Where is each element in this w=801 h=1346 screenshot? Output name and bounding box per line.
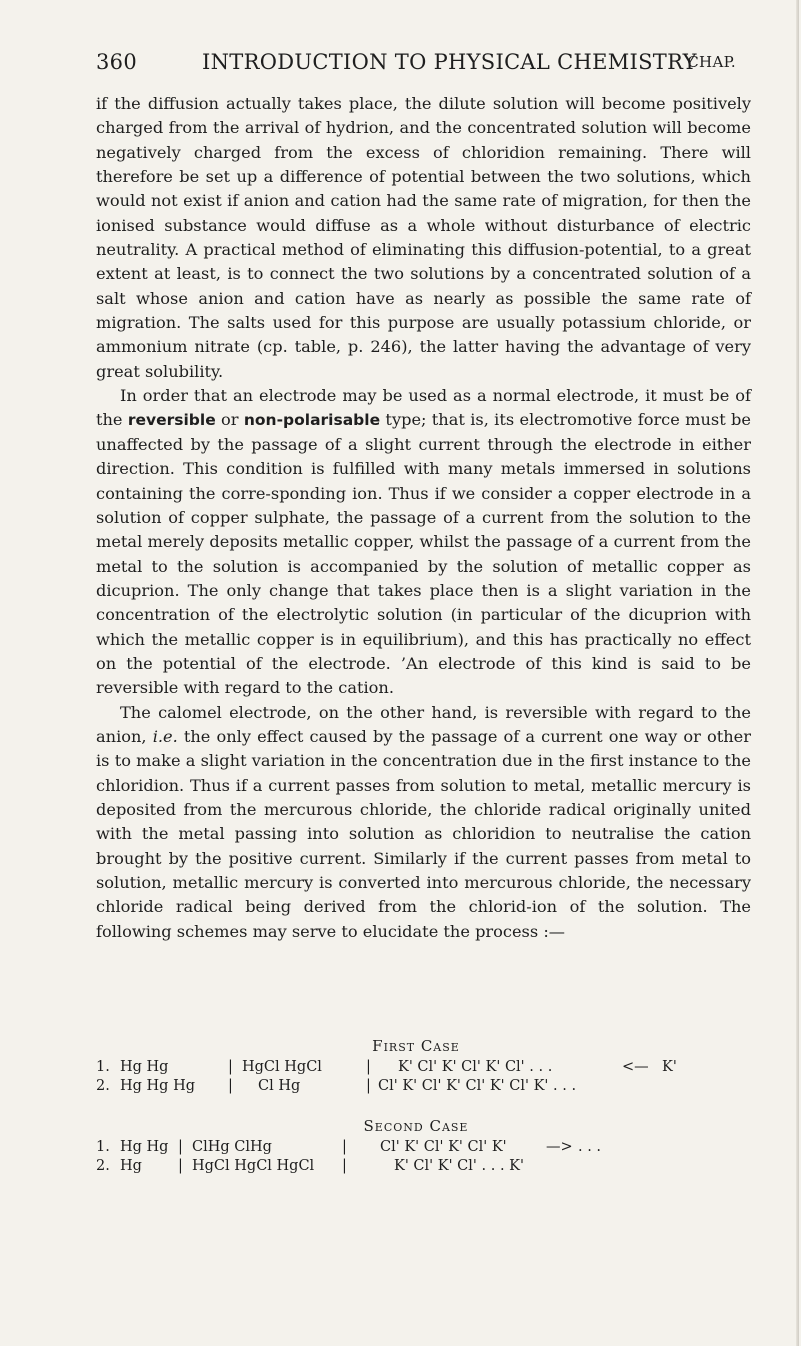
incoming-ion: K' — [662, 1059, 677, 1075]
running-title: INTRODUCTION TO PHYSICAL CHEMISTRY — [202, 50, 697, 74]
paragraph-3-text-a: The calomel electrode, on the other hand, is reversible with regard to the anion, — [96, 702, 751, 746]
scheme-row — [96, 1059, 756, 1077]
paragraph-3 — [96, 701, 751, 944]
direction-arrow: —> — [546, 1139, 573, 1155]
scheme-row — [96, 1078, 756, 1096]
body-text — [96, 92, 751, 944]
abbrev-ie: i.e. — [152, 726, 178, 746]
page-edge — [796, 0, 799, 1346]
separator: | — [342, 1158, 347, 1174]
paragraph-3-text-b: the only effect caused by the passage of a current one way or other is to make a slight variation in the concentration due in the first instance to the chloridion. Thus if a current passes from solution to metal, metallic mercury is deposited from the mercurous chloride, the chloride radical originally united with the metal passing into solution as chloridion to neutralise the cation brought by the positive current. Similarly if the current passes from metal to solution, metallic mercury is converted into mercurous chloride, the necessary chloride radical being derived from the chlorid-ion of the solution. The following schemes may serve to elucidate the process :— — [96, 726, 751, 941]
chapter-abbrev: CHAP. — [687, 53, 736, 71]
ion-sequence: K' Cl' K' Cl' K' Cl' . . . — [398, 1059, 553, 1075]
term-reversible: reversible — [127, 411, 216, 430]
ion-sequence: Cl' K' Cl' K' Cl' K' — [380, 1139, 507, 1155]
paragraph-2-or: or — [215, 410, 244, 430]
metal-side: Hg Hg Hg — [120, 1078, 195, 1094]
direction-arrow: <— — [622, 1059, 649, 1075]
separator: | — [178, 1139, 183, 1155]
metal-side: Hg — [120, 1158, 142, 1174]
separator: | — [366, 1059, 371, 1075]
row-number: 2. — [96, 1158, 110, 1174]
separator: | — [178, 1158, 183, 1174]
scheme-heading: Second Case — [363, 1117, 469, 1135]
separator: | — [228, 1059, 233, 1075]
paragraph-2 — [96, 384, 751, 700]
running-header — [96, 50, 736, 80]
salt-layer: HgCl HgCl HgCl — [192, 1158, 315, 1174]
salt-layer: HgCl HgCl — [242, 1059, 322, 1075]
row-number: 1. — [96, 1059, 110, 1075]
ion-sequence: K' Cl' K' Cl' . . . K' — [394, 1158, 524, 1174]
scheme-row — [96, 1139, 756, 1157]
paragraph-1: if the diffusion actually takes place, the dilute solution will become positively charged from the arrival of hydrion, and the concentrated solution will become negatively charged from the excess of chloridion remaining. There will therefore be set up a difference of potential between the two solutions, which would not exist if anion and cation had the same rate of migration, for then the ionised substance would diffuse as a whole without disturbance of electric neutrality. A practical method of eliminating this diffusion-potential, to a great extent at least, is to connect the two solutions by a concentrated solution of a salt whose anion and cation have as nearly as possible the same rate of migration. The salts used for this purpose are usually potassium chloride, or ammonium nitrate (cp. table, p. 246), the latter having the advantage of very great solubility. — [96, 94, 751, 381]
ion-sequence: Cl' K' Cl' K' Cl' K' Cl' K' . . . — [378, 1078, 577, 1094]
salt-layer: ClHg ClHg — [192, 1139, 272, 1155]
page-number: 360 — [96, 50, 137, 74]
salt-layer: Cl Hg — [258, 1078, 301, 1094]
row-number: 1. — [96, 1139, 110, 1155]
metal-side: Hg Hg — [120, 1059, 169, 1075]
separator: | — [228, 1078, 233, 1094]
scheme-heading: First Case — [372, 1037, 460, 1055]
paragraph-2-text-a: In order that an electrode may be used as a normal electrode, it must be of the — [96, 386, 751, 430]
term-non-polarisable: non-polarisable — [243, 411, 381, 430]
scheme-row — [96, 1158, 756, 1176]
trailing-dots: . . . — [578, 1139, 602, 1155]
separator: | — [366, 1078, 371, 1094]
separator: | — [342, 1139, 347, 1155]
metal-side: Hg Hg — [120, 1139, 169, 1155]
paragraph-2-text-b: type; that is, its electromotive force must be unaffected by the passage of a slight current through the electrode in either direction. This condition is fulfilled with many metals immersed in solutions containing the corre-sponding ion. Thus if we consider a copper electrode in a solution of copper sulphate, the passage of a current from the solution to the metal merely deposits metallic copper, whilst the passage of a current from the metal to the solution is accompanied by the solution of metallic copper as dicuprion. The only change that takes place then is a slight variation in the concentration of the electrolytic solution (in particular of the dicuprion with which the metallic copper is in equilibrium), and this has practically no effect on the potential of the electrode. ’An electrode of this kind is said to be reversible with regard to the cation. — [96, 410, 752, 698]
row-number: 2. — [96, 1078, 110, 1094]
